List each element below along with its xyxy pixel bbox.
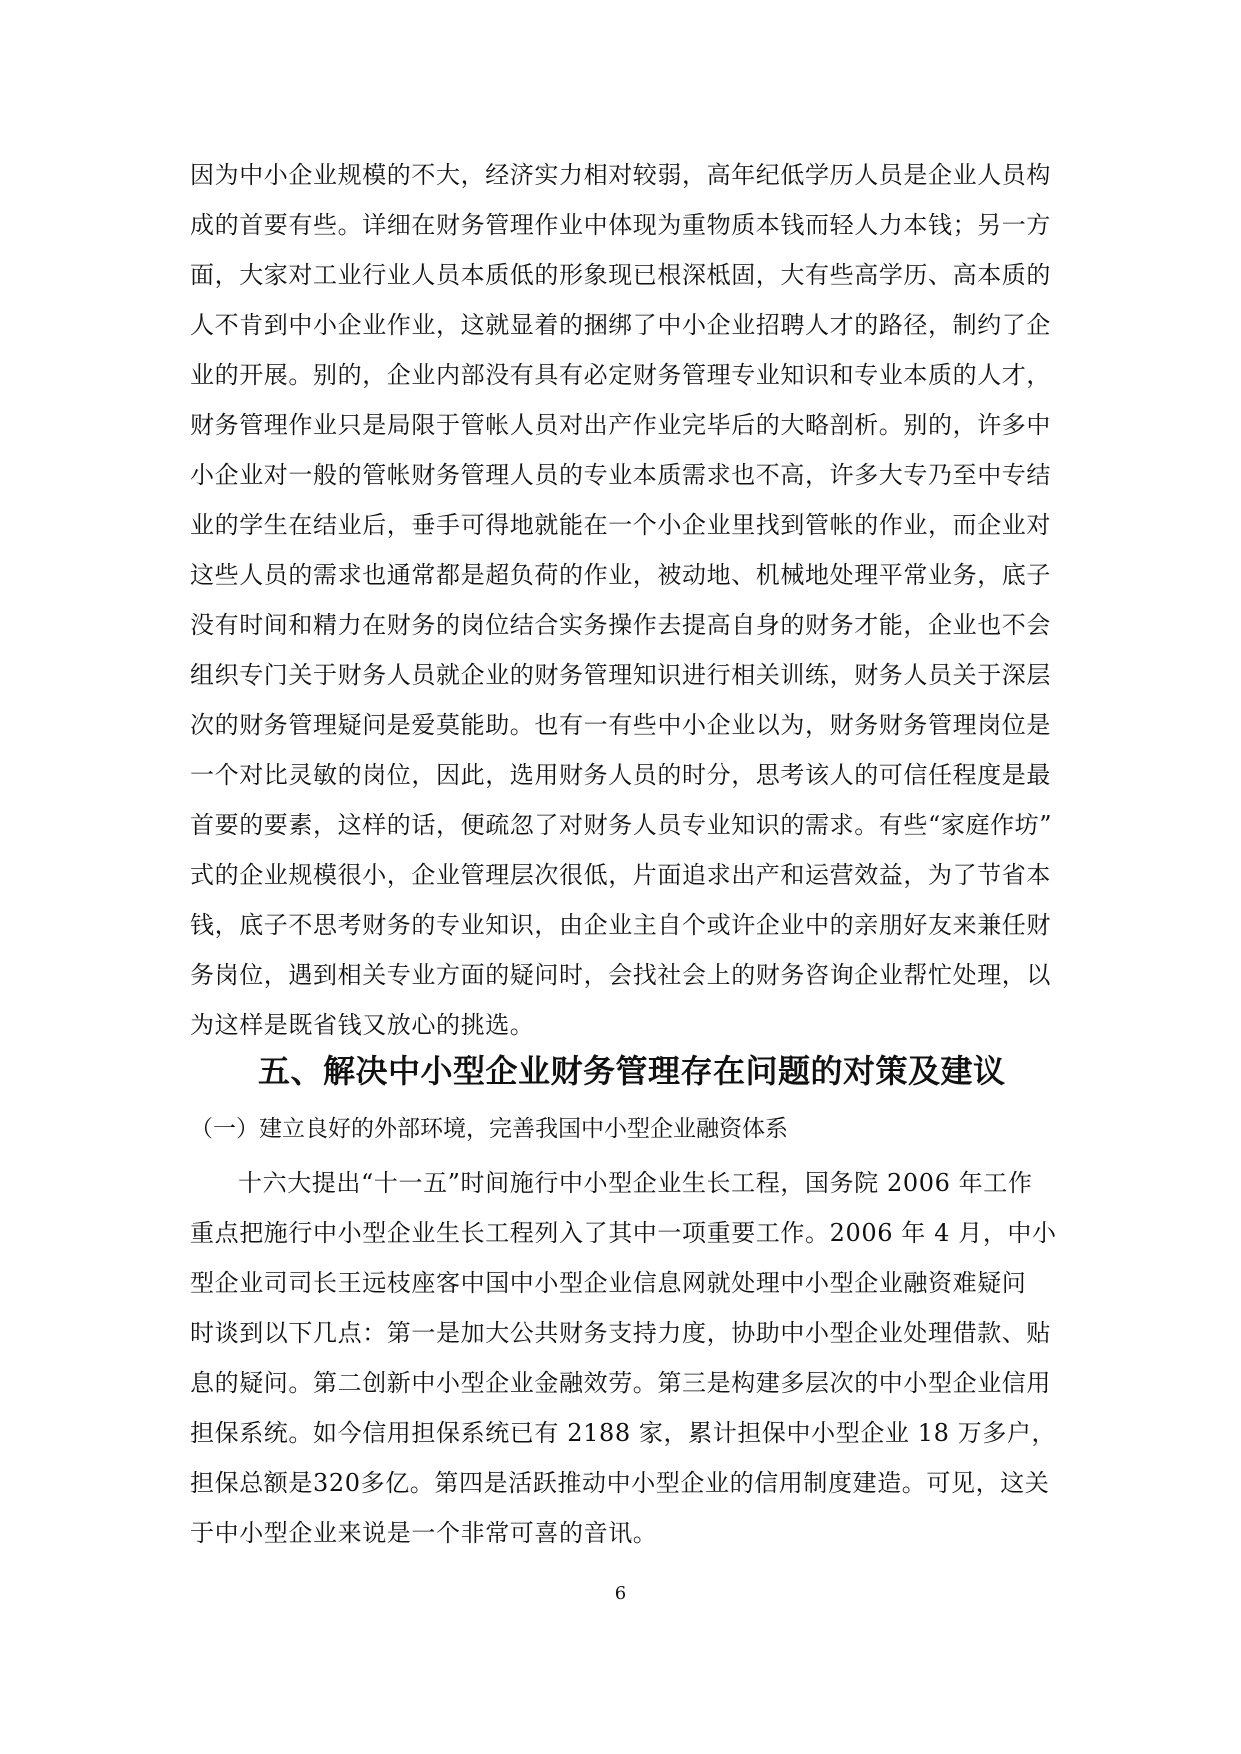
text-line: 一个对比灵敏的岗位，因此，选用财务人员的时分，思考该人的可信任程度是最 (190, 761, 1051, 789)
text-line: 时谈到以下几点：第一是加大公共财务支持力度，协助中小型企业处理借款、贴 (190, 1319, 1051, 1347)
subsection-heading: （一）建立良好的外部环境，完善我国中小型企业融资体系 (190, 1116, 788, 1142)
text-line: 小企业对一般的管帐财务管理人员的专业本质需求也不高，许多大专乃至中专结 (190, 461, 1051, 489)
text-line: 没有时间和精力在财务的岗位结合实务操作去提高自身的财务才能，企业也不会 (190, 611, 1051, 639)
text-line: 业的学生在结业后，垂手可得地就能在一个小企业里找到管帐的作业，而企业对 (190, 511, 1051, 539)
text-line: 型企业司司长王远枝座客中国中小型企业信息网就处理中小型企业融资难疑问 (190, 1269, 1027, 1297)
page-number: 6 (614, 1583, 627, 1604)
text-line: 十六大提出“十一五”时间施行中小型企业生长工程，国务院 2006 年工作 (238, 1169, 1033, 1197)
text-line: 财务管理作业只是局限于管帐人员对出产作业完毕后的大略剖析。别的，许多中 (190, 411, 1051, 439)
text-line: 因为中小企业规模的不大，经济实力相对较弱，高年纪低学历人员是企业人员构 (190, 161, 1051, 189)
text-line: 息的疑问。第二创新中小型企业金融效劳。第三是构建多层次的中小型企业信用 (190, 1369, 1051, 1397)
text-line: 面，大家对工业行业人员本质低的形象现已根深柢固，大有些高学历、高本质的 (190, 261, 1051, 289)
text-line: 重点把施行中小型企业生长工程列入了其中一项重要工作。2006 年 4 月，中小 (190, 1219, 1057, 1247)
text-line: 担保系统。如今信用担保系统已有 2188 家，累计担保中小型企业 18 万多户， (190, 1419, 1057, 1447)
text-line: 钱，底子不思考财务的专业知识，由企业主自个或许企业中的亲朋好友来兼任财 (190, 911, 1051, 939)
text-line: 首要的要素，这样的话，便疏忽了对财务人员专业知识的需求。有些“家庭作坊” (190, 811, 1053, 839)
text-line: 次的财务管理疑问是爱莫能助。也有一有些中小企业以为，财务财务管理岗位是 (190, 711, 1051, 739)
text-line: 为这样是既省钱又放心的挑选。 (190, 1011, 535, 1039)
text-line: 务岗位，遇到相关专业方面的疑问时，会找社会上的财务咨询企业帮忙处理，以 (190, 961, 1051, 989)
text-line: 担保总额是320多亿。第四是活跃推动中小型企业的信用制度建造。可见，这关 (190, 1469, 1050, 1497)
text-line: 式的企业规模很小，企业管理层次很低，片面追求出产和运营效益，为了节省本 (190, 861, 1051, 889)
text-line: 成的首要有些。详细在财务管理作业中体现为重物质本钱而轻人力本钱；另一方 (190, 211, 1051, 239)
text-line: 于中小型企业来说是一个非常可喜的音讯。 (190, 1519, 658, 1547)
section-heading: 五、解决中小型企业财务管理存在问题的对策及建议 (258, 1052, 1006, 1090)
text-line: 组织专门关于财务人员就企业的财务管理知识进行相关训练，财务人员关于深层 (190, 661, 1051, 689)
text-line: 人不肯到中小企业作业，这就显着的捆绑了中小企业招聘人才的路径，制约了企 (190, 311, 1051, 339)
text-line: 业的开展。别的，企业内部没有具有必定财务管理专业知识和专业本质的人才， (190, 361, 1051, 389)
text-line: 这些人员的需求也通常都是超负荷的作业，被动地、机械地处理平常业务，底子 (190, 561, 1051, 589)
